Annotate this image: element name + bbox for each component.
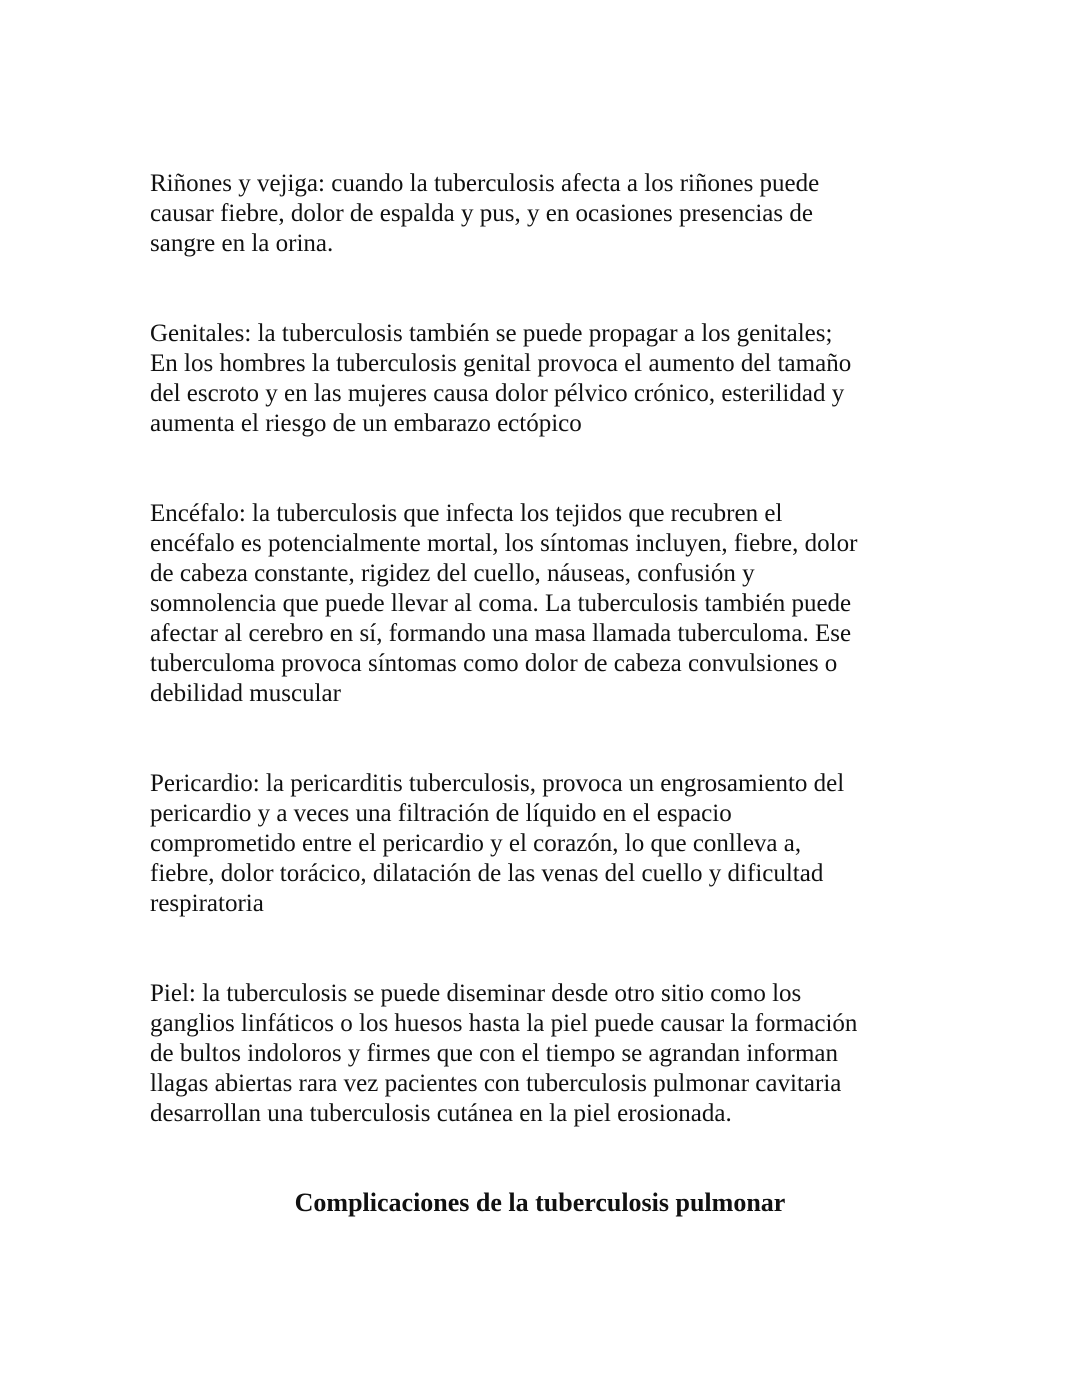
text-line: causar fiebre, dolor de espalda y pus, y en ocasiones presencias de [150, 200, 813, 227]
text-line: sangre en la orina. [150, 230, 334, 257]
text-line: Pericardio: la pericarditis tuberculosis, provoca un engrosamiento del [150, 770, 845, 797]
text-line: tuberculoma provoca síntomas como dolor de cabeza convulsiones o [150, 650, 838, 677]
text-line: Riñones y vejiga: cuando la tuberculosis afecta a los riñones puede [150, 170, 820, 197]
text-line: comprometido entre el pericardio y el corazón, lo que conlleva a, [150, 830, 802, 857]
text-line: llagas abiertas rara vez pacientes con tuberculosis pulmonar cavitaria [150, 1070, 842, 1097]
text-line: desarrollan una tuberculosis cutánea en la piel erosionada. [150, 1100, 732, 1127]
paragraph-rinones-vejiga [150, 169, 819, 259]
text-line: aumenta el riesgo de un embarazo ectópico [150, 410, 582, 437]
text-line: En los hombres la tuberculosis genital provoca el aumento del tamaño [150, 350, 852, 377]
text-line: pericardio y a veces una filtración de líquido en el espacio [150, 800, 732, 827]
text-line: Piel: la tuberculosis se puede diseminar desde otro sitio como los [150, 980, 802, 1007]
text-line: respiratoria [150, 890, 264, 917]
text-line: afectar al cerebro en sí, formando una masa llamada tuberculoma. Ese [150, 620, 852, 647]
paragraph-encefalo [150, 499, 857, 709]
text-line: Genitales: la tuberculosis también se puede propagar a los genitales; [150, 320, 833, 347]
text-line: ganglios linfáticos o los huesos hasta la piel puede causar la formación [150, 1010, 858, 1037]
text-line: encéfalo es potencialmente mortal, los síntomas incluyen, fiebre, dolor [150, 530, 858, 557]
paragraph-genitales [150, 319, 851, 439]
section-heading: Complicaciones de la tuberculosis pulmonar [294, 1188, 786, 1217]
text-line: Encéfalo: la tuberculosis que infecta los tejidos que recubren el [150, 500, 783, 527]
text-line: debilidad muscular [150, 680, 341, 707]
text-line: de bultos indoloros y firmes que con el tiempo se agrandan informan [150, 1040, 839, 1067]
text-line: del escroto y en las mujeres causa dolor pélvico crónico, esterilidad y [150, 380, 845, 407]
text-line: fiebre, dolor torácico, dilatación de las venas del cuello y dificultad [150, 860, 824, 887]
paragraph-piel [150, 979, 857, 1129]
text-line: de cabeza constante, rigidez del cuello, náuseas, confusión y [150, 560, 755, 587]
paragraph-pericardio [150, 769, 844, 919]
text-line: somnolencia que puede llevar al coma. La tuberculosis también puede [150, 590, 852, 617]
